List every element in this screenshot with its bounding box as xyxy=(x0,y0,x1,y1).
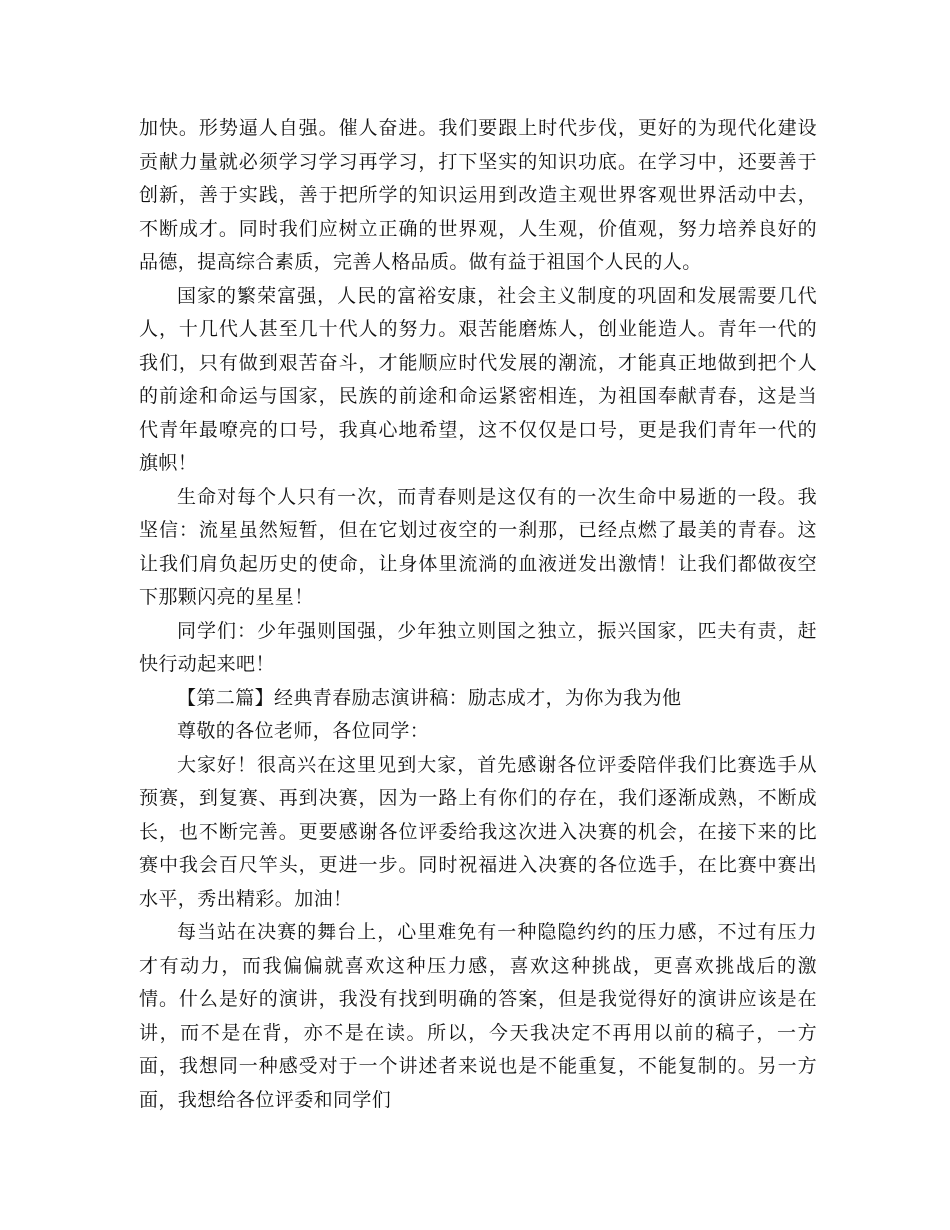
paragraph: 每当站在决赛的舞台上，心里难免有一种隐隐约约的压力感，不过有压力才有动力，而我偏偏就喜欢这种压力感，喜欢这种挑战，更喜欢挑战后的激情。什么是好的演讲，我没有找到明确的答案，但是我觉得好的演讲应该是在讲，而不是在背，亦不是在读。所以，今天我决定不再用以前的稿子，一方面，我想同一种感受对于一个讲述者来说也是不能重复，不能复制的。另一方面，我想给各位评委和同学们 xyxy=(139,921,817,1111)
paragraph-continued: 加快。形势逼人自强。催人奋进。我们要跟上时代步伐，更好的为现代化建设贡献力量就必须学习学习再学习，打下坚实的知识功底。在学习中，还要善于创新，善于实践，善于把所学的知识运用到改造主观世界客观世界活动中去，不断成才。同时我们应树立正确的世界观，人生观，价值观，努力培养良好的品德，提高综合素质，完善人格品质。做有益于祖国个人民的人。 xyxy=(139,117,817,273)
paragraph: 大家好！很高兴在这里见到大家，首先感谢各位评委陪伴我们比赛选手从预赛，到复赛、再到决赛，因为一路上有你们的存在，我们逐渐成熟，不断成长，也不断完善。更要感谢各位评委给我这次进入决赛的机会，在接下来的比赛中我会百尺竿头，更进一步。同时祝福进入决赛的各位选手，在比赛中赛出水平，秀出精彩。加油！ xyxy=(139,753,817,910)
paragraph: 同学们：少年强则国强，少年独立则国之独立，振兴国家，匹夫有责，赶快行动起来吧！ xyxy=(139,619,817,675)
paragraph: 生命对每个人只有一次，而青春则是这仅有的一次生命中易逝的一段。我坚信：流星虽然短暂，但在它划过夜空的一刹那，已经点燃了最美的青春。这让我们肩负起历史的使命，让身体里流淌的血液迸发出激情！让我们都做夜空下那颗闪亮的星星！ xyxy=(139,485,817,608)
paragraph: 国家的繁荣富强，人民的富裕安康，社会主义制度的巩固和发展需要几代人，十几代人甚至几十代人的努力。艰苦能磨炼人，创业能造人。青年一代的我们，只有做到艰苦奋斗，才能顺应时代发展的潮流，才能真正地做到把个人的前途和命运与国家，民族的前途和命运紧密相连，为祖国奉献青春，这是当代青年最嘹亮的口号，我真心地希望，这不仅仅是口号，更是我们青年一代的旗帜！ xyxy=(139,284,817,474)
document-body xyxy=(139,112,817,1117)
salutation: 尊敬的各位老师，各位同学： xyxy=(177,720,430,742)
section-heading: 【第二篇】经典青春励志演讲稿：励志成才，为你为我为他 xyxy=(177,686,682,709)
